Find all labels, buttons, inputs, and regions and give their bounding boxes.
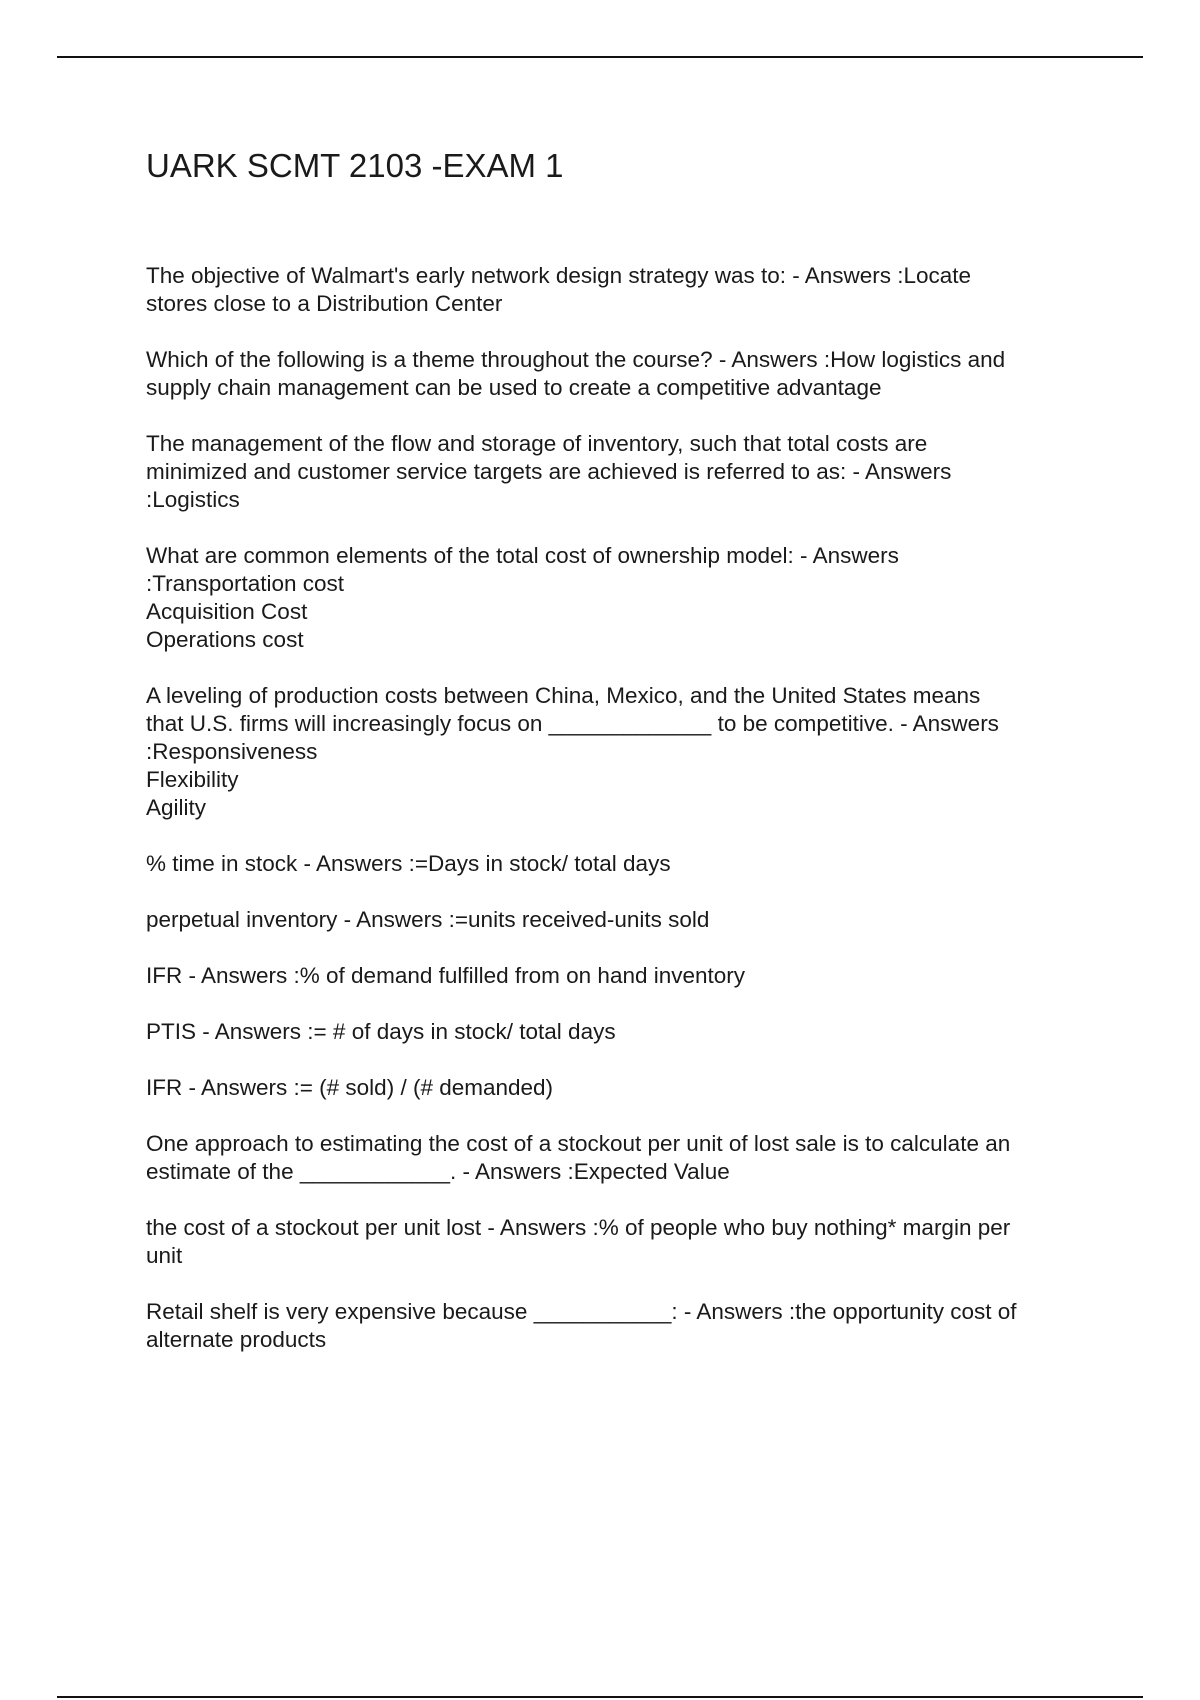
- qa-item: The management of the flow and storage of inventory, such that total costs are minimized and customer service targets are achieved is referred to as: - Answers :Logistics: [146, 431, 952, 512]
- qa-item: the cost of a stockout per unit lost - Answers :% of people who buy nothing* margin per unit: [146, 1215, 1011, 1268]
- qa-item: perpetual inventory - Answers :=units received-units sold: [146, 907, 710, 932]
- bottom-divider: [57, 1696, 1143, 1698]
- page-title: UARK SCMT 2103 -EXAM 1: [146, 147, 564, 184]
- qa-item: Retail shelf is very expensive because ___________: - Answers :the opportunity cost of alternate products: [146, 1299, 1017, 1352]
- qa-item: IFR - Answers :% of demand fulfilled from on hand inventory: [146, 963, 746, 988]
- qa-item: IFR - Answers := (# sold) / (# demanded): [146, 1075, 554, 1100]
- qa-item: What are common elements of the total cost of ownership model: - Answers :Transportation cost Acquisition Cost Operations cost: [146, 543, 899, 652]
- qa-item: % time in stock - Answers :=Days in stock/ total days: [146, 851, 671, 876]
- qa-item: One approach to estimating the cost of a stockout per unit of lost sale is to calculate an estimate of the ____________. - Answers :Expected Value: [146, 1131, 1011, 1184]
- qa-item: Which of the following is a theme throughout the course? - Answers :How logistics and supply chain management can be used to create a competitive advantage: [146, 347, 1006, 400]
- qa-item: A leveling of production costs between China, Mexico, and the United States means that U.S. firms will increasingly focus on _____________ to be competitive. - Answers :Responsiveness Flexibility Agility: [146, 683, 999, 820]
- qa-item: PTIS - Answers := # of days in stock/ total days: [146, 1019, 616, 1044]
- qa-item: The objective of Walmart's early network design strategy was to: - Answers :Locate stores close to a Distribution Center: [146, 263, 972, 316]
- top-divider: [57, 56, 1143, 58]
- qa-list: [146, 262, 1096, 1382]
